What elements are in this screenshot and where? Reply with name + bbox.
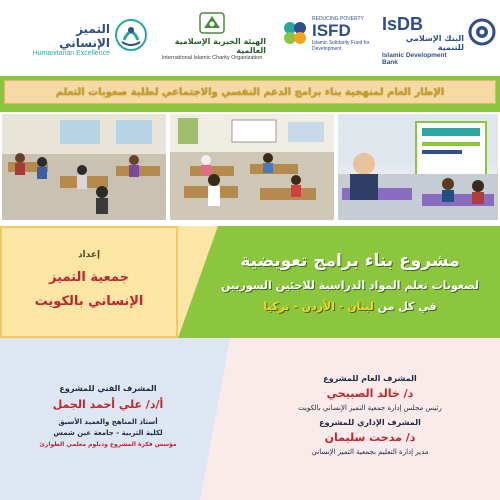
- classroom-photo-1: [2, 114, 166, 220]
- countries-list: لبنان - الأردن - تركيا: [263, 300, 374, 313]
- general-supervisor-title: رئيس مجلس إدارة جمعية التميز الإنساني بالكويت: [298, 404, 442, 412]
- isfd-emblem-icon: [280, 18, 310, 48]
- isdb-emblem-icon: [468, 18, 496, 46]
- classroom-photo-2: [170, 114, 334, 220]
- isfd-logo-en: Islamic Solidarity Fund for Development: [312, 40, 370, 52]
- admin-supervisor-title: مدير إدارة التعليم بجمعية التميز الإنساني: [311, 448, 429, 456]
- isfd-name: ISFD: [312, 21, 351, 40]
- project-countries: [263, 300, 436, 313]
- project-title: مشروع بناء برامج تعويضية: [240, 251, 460, 271]
- isfd-tagline: REDUCING POVERTY: [312, 16, 364, 22]
- general-admin-supervisors-block: [250, 374, 490, 462]
- isdb-logo-ar: البنك الإسلامي للتنمية: [405, 34, 464, 52]
- project-title-block: [200, 226, 500, 338]
- excellence-emblem-icon: [114, 18, 148, 52]
- prepared-by-label: إعداد: [77, 250, 101, 260]
- admin-supervisor-name: د/ مدحت سليمان: [324, 431, 416, 444]
- excellence-logo-en: Humanitarian Excellence: [32, 50, 110, 57]
- technical-supervisor-role: المشرف الفني للمشروع: [59, 384, 157, 393]
- logo-strip: [0, 0, 500, 76]
- technical-supervisor-line1: أستاذ المناهج والعميد الأسبق: [58, 418, 158, 426]
- classroom-photo-3: [338, 114, 498, 220]
- prepared-by-org-line1: جمعية التميز: [49, 270, 129, 285]
- isdb-logo: [382, 8, 496, 64]
- general-supervisor-role: المشرف العام للمشروع: [323, 374, 417, 383]
- title-banner: [4, 80, 496, 104]
- technical-supervisor-name: أ/د/ علي أحمد الجمل: [52, 398, 164, 411]
- prepared-by-panel: [0, 226, 178, 338]
- countries-prefix: في كل من: [377, 300, 437, 313]
- iico-logo-en: International Islamic Charity Organization: [161, 54, 263, 61]
- admin-supervisor-role: المشرف الإداري للمشروع: [319, 418, 421, 427]
- isfd-logo: [280, 8, 372, 64]
- technical-supervisor-line3: مؤسس فكرة المشروع ودبلوم معلمي الطوارئ: [39, 441, 177, 448]
- banner-title: الإطار العام لمنهجية بناء برامج الدعم النفسي والاجتماعي لطلبة صعوبات التعلم: [55, 86, 445, 98]
- isdb-name: IsDB: [382, 14, 424, 34]
- humanitarian-excellence-logo: [30, 8, 148, 64]
- iico-logo-ar: الهيئة الخيرية الإسلامية العالمية: [174, 36, 266, 55]
- technical-supervisor-line2: لكلية التربية - جامعة عين شمس: [53, 429, 163, 437]
- photo-strip: [0, 112, 500, 224]
- excellence-logo-ar: التميز الإنساني: [59, 22, 110, 50]
- general-supervisor-name: د/ خالد الصبيحي: [326, 387, 414, 400]
- prepared-by-org-line2: الإنساني بالكويت: [34, 294, 144, 309]
- iico-emblem-icon: [199, 12, 225, 34]
- project-subtitle: لصعوبات تعلم المواد الدراسية للاجئين السوريين: [220, 279, 480, 292]
- technical-supervisor-block: [8, 384, 208, 450]
- iico-logo: [158, 8, 266, 64]
- supervisors-section: [0, 338, 500, 500]
- isdb-logo-en: Islamic Development Bank: [382, 52, 447, 66]
- project-section: [0, 226, 500, 338]
